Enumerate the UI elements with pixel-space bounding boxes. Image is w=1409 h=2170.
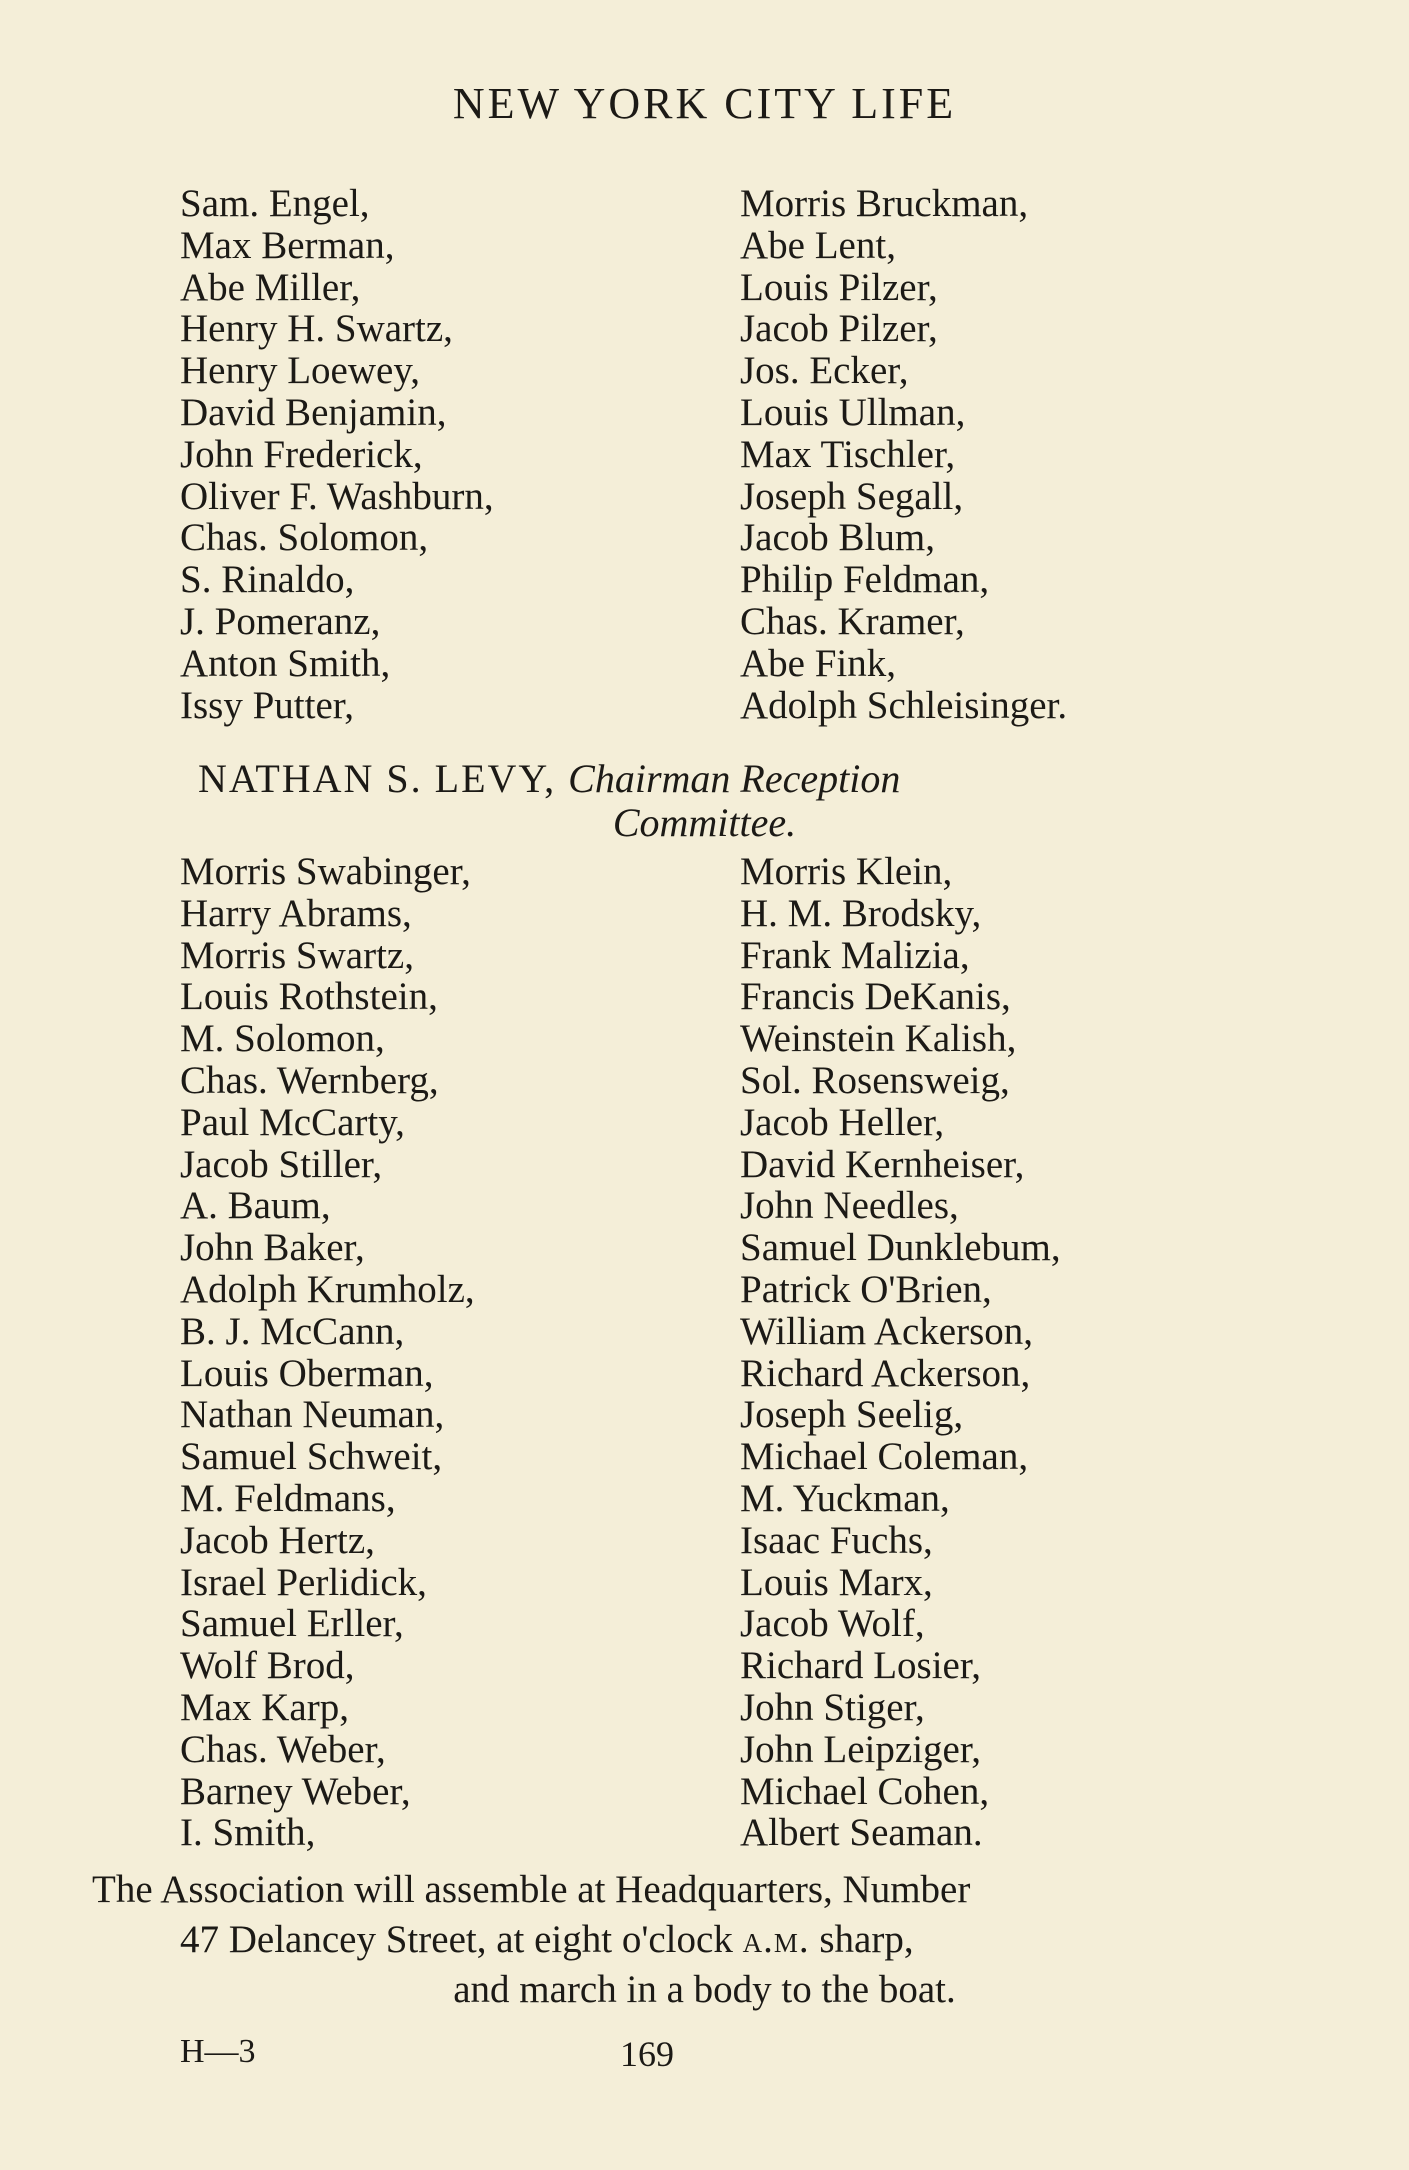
- name-entry: Morris Bruckman,: [740, 182, 1029, 225]
- name-entry: Nathan Neuman,: [180, 1393, 445, 1437]
- name-entry: Issy Putter,: [180, 683, 354, 727]
- name-entry: Harry Abrams,: [180, 891, 412, 935]
- names-column-right: [740, 851, 1280, 1854]
- names-block-2: [180, 851, 1280, 1854]
- name-entry: Chas. Weber,: [180, 1727, 386, 1771]
- name-entry: Samuel Schweit,: [180, 1435, 443, 1479]
- name-entry: J. Pomeranz,: [180, 599, 381, 643]
- name-entry: Barney Weber,: [180, 1769, 411, 1813]
- name-entry: John Baker,: [180, 1226, 365, 1270]
- name-entry: John Stiger,: [740, 1685, 925, 1729]
- chairman-role: Chairman Reception: [568, 756, 901, 801]
- name-entry: Abe Lent,: [740, 223, 896, 267]
- name-entry: H. M. Brodsky,: [740, 891, 982, 935]
- chairman-role-cont: Committee.: [612, 800, 797, 845]
- name-entry: Louis Marx,: [740, 1560, 933, 1604]
- name-entry: Jacob Heller,: [740, 1100, 945, 1144]
- name-entry: Morris Swabinger,: [180, 850, 471, 893]
- name-entry: Chas. Solomon,: [180, 516, 429, 560]
- name-entry: Louis Oberman,: [180, 1351, 434, 1395]
- name-entry: M. Feldmans,: [180, 1476, 396, 1520]
- name-entry: Michael Coleman,: [740, 1435, 1029, 1479]
- name-entry: Richard Ackerson,: [740, 1351, 1031, 1395]
- name-entry: Jacob Hertz,: [180, 1518, 375, 1562]
- name-entry: Morris Klein,: [740, 850, 953, 893]
- name-entry: Henry Loewey,: [180, 349, 421, 393]
- name-entry: Jacob Stiller,: [180, 1142, 383, 1186]
- names-column-right: [740, 183, 1280, 726]
- name-entry: John Leipziger,: [740, 1727, 982, 1771]
- name-entry: Sam. Engel,: [180, 182, 370, 225]
- name-entry: Abe Miller,: [180, 265, 361, 309]
- name-entry: Samuel Erller,: [180, 1602, 404, 1646]
- name-entry: Louis Ullman,: [740, 390, 966, 434]
- running-title: NEW YORK CITY LIFE: [452, 79, 957, 128]
- name-entry: Oliver F. Washburn,: [180, 474, 494, 518]
- name-entry: Max Tischler,: [740, 432, 956, 476]
- name-entry: Chas. Wernberg,: [180, 1058, 439, 1102]
- name-entry: William Ackerson,: [740, 1309, 1034, 1353]
- name-entry: Patrick O'Brien,: [740, 1267, 992, 1311]
- name-entry: Abe Fink,: [740, 641, 896, 685]
- name-entry: S. Rinaldo,: [180, 558, 355, 602]
- name-entry: B. J. McCann,: [180, 1309, 405, 1353]
- name-entry: John Frederick,: [180, 432, 423, 476]
- name-entry: Jos. Ecker,: [740, 349, 909, 393]
- name-entry: Israel Perlidick,: [180, 1560, 427, 1604]
- name-entry: Adolph Schleisinger.: [740, 683, 1068, 727]
- page-number: 169: [620, 2034, 674, 2074]
- name-entry: Isaac Fuchs,: [740, 1518, 933, 1562]
- name-entry: Jacob Wolf,: [740, 1602, 925, 1646]
- name-entry: Richard Losier,: [740, 1644, 982, 1688]
- name-entry: Philip Feldman,: [740, 558, 990, 602]
- name-entry: M. Yuckman,: [740, 1476, 950, 1520]
- name-entry: Morris Swartz,: [180, 933, 414, 977]
- name-entry: Jacob Pilzer,: [740, 307, 938, 351]
- name-entry: I. Smith,: [180, 1811, 316, 1855]
- name-entry: David Benjamin,: [180, 390, 447, 434]
- notice-line-3: and march in a body to the boat.: [453, 1968, 956, 2011]
- name-entry: Weinstein Kalish,: [740, 1017, 1017, 1061]
- name-entry: Sol. Rosensweig,: [740, 1058, 1010, 1102]
- name-entry: Chas. Kramer,: [740, 599, 965, 643]
- signature-mark: H—3: [180, 2033, 256, 2070]
- names-block-1: [180, 183, 1280, 726]
- name-entry: Jacob Blum,: [740, 516, 935, 560]
- name-entry: Samuel Dunklebum,: [740, 1226, 1061, 1270]
- names-column-left: [180, 851, 740, 1854]
- names-column-left: [180, 183, 740, 726]
- name-entry: Louis Pilzer,: [740, 265, 938, 309]
- name-entry: Adolph Krumholz,: [180, 1267, 475, 1311]
- name-entry: Francis DeKanis,: [740, 975, 1011, 1019]
- name-entry: M. Solomon,: [180, 1017, 385, 1061]
- notice-line-1: The Association will assemble at Headquarters, Number: [92, 1868, 971, 1911]
- name-entry: John Needles,: [740, 1184, 959, 1228]
- chairman-name: NATHAN S. LEVY,: [198, 756, 557, 801]
- name-entry: Albert Seaman.: [740, 1811, 983, 1855]
- name-entry: Paul McCarty,: [180, 1100, 405, 1144]
- notice-line-2: 47 Delancey Street, at eight o'clock a.m. sharp,: [180, 1918, 914, 1961]
- name-entry: Joseph Seelig,: [740, 1393, 964, 1437]
- name-entry: Michael Cohen,: [740, 1769, 990, 1813]
- name-entry: Wolf Brod,: [180, 1644, 355, 1688]
- name-entry: Henry H. Swartz,: [180, 307, 453, 351]
- name-entry: Anton Smith,: [180, 641, 391, 685]
- name-entry: Max Berman,: [180, 223, 395, 267]
- name-entry: Frank Malizia,: [740, 933, 970, 977]
- name-entry: Max Karp,: [180, 1685, 349, 1729]
- time-abbrev: a.m.: [742, 1918, 810, 1961]
- name-entry: Joseph Segall,: [740, 474, 964, 518]
- name-entry: Louis Rothstein,: [180, 975, 438, 1019]
- name-entry: A. Baum,: [180, 1184, 331, 1228]
- name-entry: David Kernheiser,: [740, 1142, 1025, 1186]
